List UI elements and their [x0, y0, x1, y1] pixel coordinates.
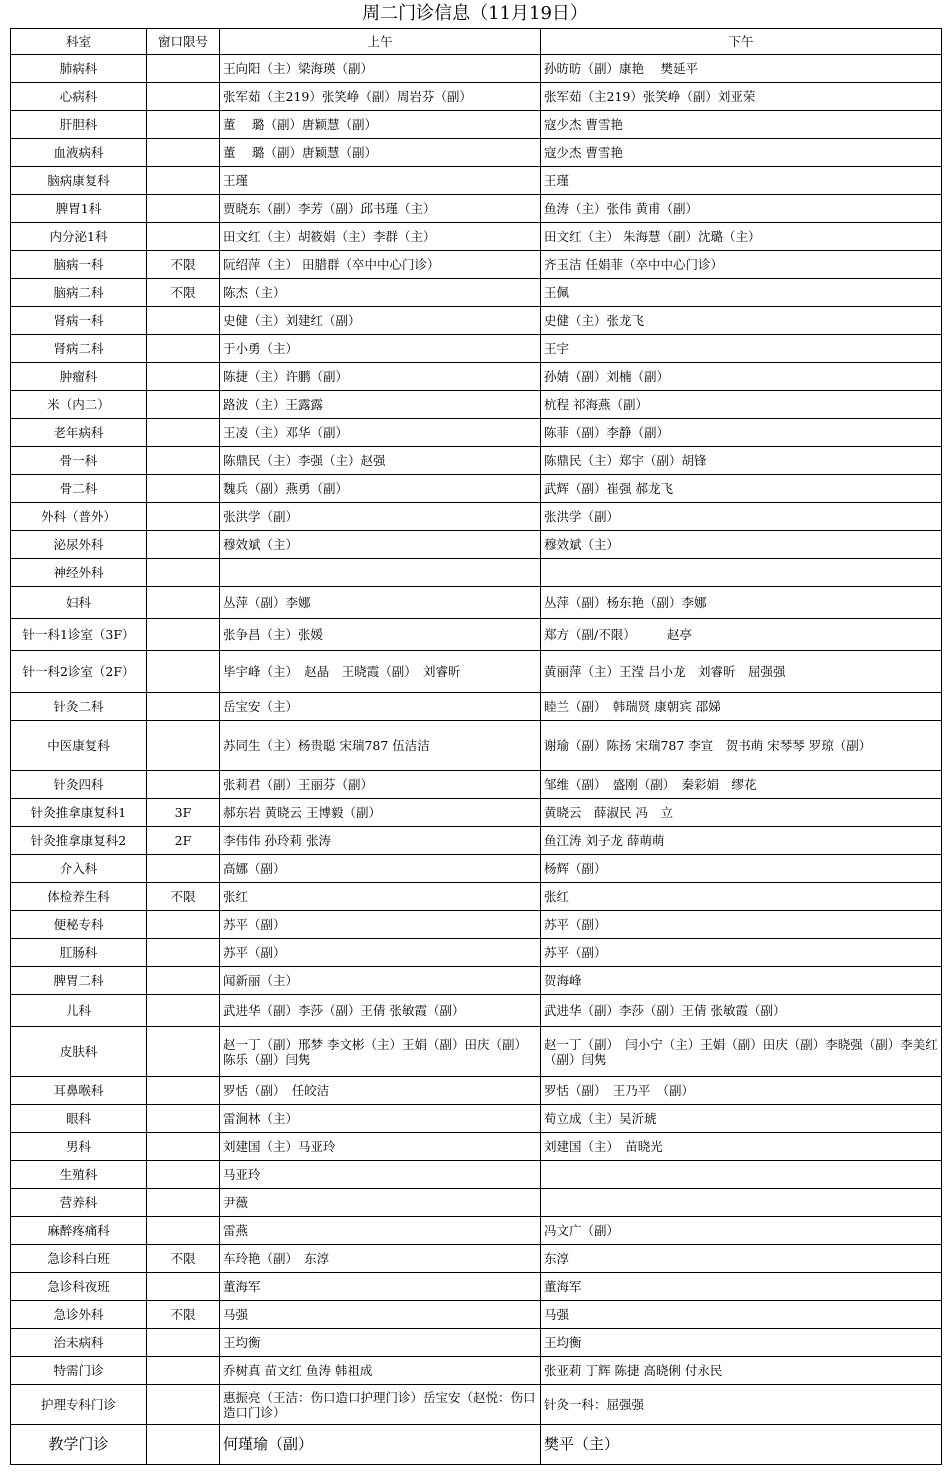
window-limit-cell	[147, 939, 220, 967]
morning-cell: 路波（主）王露露	[220, 391, 541, 419]
window-limit-cell	[147, 995, 220, 1027]
table-row	[11, 827, 942, 855]
window-limit-cell	[147, 363, 220, 391]
morning-cell: 阮绍萍（主） 田腊群（卒中中心门诊）	[220, 251, 541, 279]
morning-cell: 于小勇（主）	[220, 335, 541, 363]
dept-cell: 儿科	[11, 995, 147, 1027]
afternoon-cell: 贺海峰	[541, 967, 942, 995]
afternoon-cell: 董海军	[541, 1273, 942, 1301]
window-limit-cell	[147, 1329, 220, 1357]
window-limit-cell	[147, 1425, 220, 1465]
dept-cell: 肿瘤科	[11, 363, 147, 391]
window-limit-cell	[147, 771, 220, 799]
dept-cell: 心病科	[11, 83, 147, 111]
afternoon-cell: 张亚莉 丁辉 陈捷 高晓俐 付永民	[541, 1357, 942, 1385]
morning-cell: 史健（主）刘建红（副）	[220, 307, 541, 335]
table-row	[11, 1217, 942, 1245]
dept-cell: 肛肠科	[11, 939, 147, 967]
dept-cell: 针一科1诊室（3F）	[11, 619, 147, 651]
afternoon-cell: 苏平（副）	[541, 911, 942, 939]
table-row	[11, 855, 942, 883]
morning-cell	[220, 559, 541, 587]
dept-cell: 中医康复科	[11, 721, 147, 771]
table-row	[11, 1357, 942, 1385]
afternoon-cell: 鱼江涛 刘子龙 薛萌萌	[541, 827, 942, 855]
table-row	[11, 1329, 942, 1357]
table-row	[11, 1161, 942, 1189]
table-row	[11, 883, 942, 911]
dept-cell: 脑病康复科	[11, 167, 147, 195]
table-row	[11, 83, 942, 111]
afternoon-cell: 寇少杰 曹雪艳	[541, 111, 942, 139]
window-limit-cell	[147, 335, 220, 363]
window-limit-cell: 不限	[147, 883, 220, 911]
morning-cell: 闻新丽（主）	[220, 967, 541, 995]
dept-cell: 血液病科	[11, 139, 147, 167]
table-row	[11, 1027, 942, 1077]
morning-cell: 董 璐（副）唐颖慧（副）	[220, 111, 541, 139]
table-row	[11, 721, 942, 771]
table-row	[11, 1301, 942, 1329]
table-row	[11, 939, 942, 967]
morning-cell: 郝东岩 黄晓云 王博毅（副）	[220, 799, 541, 827]
table-row	[11, 447, 942, 475]
dept-cell: 便秘专科	[11, 911, 147, 939]
afternoon-cell: 杭程 祁海燕（副）	[541, 391, 942, 419]
dept-cell: 米（内二）	[11, 391, 147, 419]
dept-cell: 肺病科	[11, 55, 147, 83]
window-limit-cell	[147, 83, 220, 111]
morning-cell: 刘建国（主）马亚玲	[220, 1133, 541, 1161]
dept-cell: 外科（普外）	[11, 503, 147, 531]
afternoon-cell: 张红	[541, 883, 942, 911]
dept-cell: 针灸二科	[11, 693, 147, 721]
table-row	[11, 1273, 942, 1301]
table-row	[11, 279, 942, 307]
afternoon-cell: 刘建国（主） 苗晓光	[541, 1133, 942, 1161]
table-row	[11, 139, 942, 167]
table-row	[11, 195, 942, 223]
afternoon-cell: 针灸一科：屈强强	[541, 1385, 942, 1425]
window-limit-cell	[147, 1385, 220, 1425]
table-row	[11, 111, 942, 139]
afternoon-cell: 武辉（副）崔强 郝龙飞	[541, 475, 942, 503]
table-row	[11, 55, 942, 83]
morning-cell: 王凌（主）邓华（副）	[220, 419, 541, 447]
window-limit-cell: 不限	[147, 1245, 220, 1273]
window-limit-cell	[147, 1077, 220, 1105]
morning-cell: 李伟伟 孙玲莉 张涛	[220, 827, 541, 855]
table-row	[11, 223, 942, 251]
window-limit-cell	[147, 1217, 220, 1245]
dept-cell: 麻醉疼痛科	[11, 1217, 147, 1245]
morning-cell: 高娜（副）	[220, 855, 541, 883]
dept-cell: 骨一科	[11, 447, 147, 475]
window-limit-cell	[147, 307, 220, 335]
table-row	[11, 693, 942, 721]
dept-cell: 针灸推拿康复科1	[11, 799, 147, 827]
window-limit-cell	[147, 195, 220, 223]
window-limit-cell	[147, 55, 220, 83]
table-row	[11, 1133, 942, 1161]
table-row	[11, 307, 942, 335]
afternoon-cell: 谢瑜（副）陈扬 宋瑞787 李宣 贺书萌 宋琴琴 罗琼（副）	[541, 721, 942, 771]
dept-cell: 体检养生科	[11, 883, 147, 911]
dept-cell: 护理专科门诊	[11, 1385, 147, 1425]
dept-cell: 特需门诊	[11, 1357, 147, 1385]
table-row	[11, 1425, 942, 1465]
afternoon-cell: 王均衡	[541, 1329, 942, 1357]
table-row	[11, 587, 942, 619]
afternoon-cell: 张洪学（副）	[541, 503, 942, 531]
afternoon-cell: 罗恬（副） 王乃平 （副）	[541, 1077, 942, 1105]
afternoon-cell: 冯文广（副）	[541, 1217, 942, 1245]
afternoon-cell: 黄丽萍（主）王滢 吕小龙 刘睿昕 屈强强	[541, 651, 942, 693]
afternoon-cell: 杨辉（副）	[541, 855, 942, 883]
dept-cell: 生殖科	[11, 1161, 147, 1189]
schedule-table	[10, 28, 942, 1465]
morning-cell: 马强	[220, 1301, 541, 1329]
table-row	[11, 651, 942, 693]
afternoon-cell	[541, 1189, 942, 1217]
window-limit-cell	[147, 1027, 220, 1077]
afternoon-cell: 黄晓云 薛淑民 冯 立	[541, 799, 942, 827]
window-limit-cell: 3F	[147, 799, 220, 827]
window-limit-cell	[147, 1357, 220, 1385]
morning-cell: 穆效斌（主）	[220, 531, 541, 559]
afternoon-cell: 邹维（副） 盛刚（副） 秦彩娟 缪花	[541, 771, 942, 799]
morning-cell: 张洪学（副）	[220, 503, 541, 531]
window-limit-cell	[147, 1105, 220, 1133]
table-row	[11, 1077, 942, 1105]
window-limit-cell: 2F	[147, 827, 220, 855]
afternoon-cell: 王瑾	[541, 167, 942, 195]
window-limit-cell	[147, 167, 220, 195]
dept-cell: 泌尿外科	[11, 531, 147, 559]
afternoon-cell: 史健（主）张龙飞	[541, 307, 942, 335]
morning-cell: 张军茹（主219）张笑峥（副）周岩芬（副）	[220, 83, 541, 111]
afternoon-cell: 马强	[541, 1301, 942, 1329]
afternoon-cell: 郑方（副/不限） 赵亭	[541, 619, 942, 651]
afternoon-cell: 张军茹（主219）张笑峥（副）刘亚荣	[541, 83, 942, 111]
afternoon-cell	[541, 1161, 942, 1189]
dept-cell: 老年病科	[11, 419, 147, 447]
window-limit-cell	[147, 855, 220, 883]
morning-cell: 张莉君（副）王丽芬（副）	[220, 771, 541, 799]
table-row	[11, 251, 942, 279]
morning-cell: 王向阳（主）梁海瑛（副）	[220, 55, 541, 83]
window-limit-cell	[147, 967, 220, 995]
table-row	[11, 419, 942, 447]
afternoon-cell: 苏平（副）	[541, 939, 942, 967]
morning-cell: 董 璐（副）唐颖慧（副）	[220, 139, 541, 167]
header-window-limit: 窗口限号	[147, 29, 220, 55]
table-row	[11, 503, 942, 531]
table-row	[11, 335, 942, 363]
window-limit-cell	[147, 619, 220, 651]
table-row	[11, 771, 942, 799]
morning-cell: 车玲艳（副） 东淳	[220, 1245, 541, 1273]
dept-cell: 肾病一科	[11, 307, 147, 335]
afternoon-cell: 睦兰（副） 韩瑞贤 康朝宾 邵娣	[541, 693, 942, 721]
morning-cell: 苏同生（主）杨贵聪 宋瑞787 伍洁洁	[220, 721, 541, 771]
window-limit-cell	[147, 559, 220, 587]
window-limit-cell	[147, 139, 220, 167]
morning-cell: 何瑾瑜（副）	[220, 1425, 541, 1465]
morning-cell: 苏平（副）	[220, 911, 541, 939]
table-row	[11, 1189, 942, 1217]
morning-cell: 乔树真 苗文红 鱼涛 韩祖成	[220, 1357, 541, 1385]
dept-cell: 男科	[11, 1133, 147, 1161]
dept-cell: 耳鼻喉科	[11, 1077, 147, 1105]
dept-cell: 肾病二科	[11, 335, 147, 363]
afternoon-cell: 穆效斌（主）	[541, 531, 942, 559]
page-title: 周二门诊信息（11月19日）	[362, 3, 588, 24]
afternoon-cell: 齐玉洁 任娟菲（卒中中心门诊）	[541, 251, 942, 279]
dept-cell: 神经外科	[11, 559, 147, 587]
dept-cell: 眼科	[11, 1105, 147, 1133]
morning-cell: 尹薇	[220, 1189, 541, 1217]
dept-cell: 针灸推拿康复科2	[11, 827, 147, 855]
table-row	[11, 167, 942, 195]
afternoon-cell: 荀立成（主）吴沂琥	[541, 1105, 942, 1133]
dept-cell: 脑病二科	[11, 279, 147, 307]
window-limit-cell	[147, 587, 220, 619]
afternoon-cell: 东淳	[541, 1245, 942, 1273]
table-row	[11, 363, 942, 391]
morning-cell: 雷涧林（主）	[220, 1105, 541, 1133]
morning-cell: 岳宝安（主）	[220, 693, 541, 721]
morning-cell: 张争昌（主）张媛	[220, 619, 541, 651]
table-row	[11, 1245, 942, 1273]
afternoon-cell: 丛萍（副）杨东艳（副）李娜	[541, 587, 942, 619]
header-afternoon: 下午	[541, 29, 942, 55]
schedule-body	[11, 55, 942, 1465]
window-limit-cell	[147, 721, 220, 771]
table-row	[11, 559, 942, 587]
morning-cell: 陈杰（主）	[220, 279, 541, 307]
afternoon-cell: 武进华（副）李莎（副）王倩 张敏霞（副）	[541, 995, 942, 1027]
morning-cell: 毕宇峰（主） 赵晶 王晓霞（副） 刘睿昕	[220, 651, 541, 693]
window-limit-cell: 不限	[147, 251, 220, 279]
afternoon-cell: 鱼涛（主）张伟 黄甫（副）	[541, 195, 942, 223]
dept-cell: 介入科	[11, 855, 147, 883]
afternoon-cell: 赵一丁（副） 闫小宁（主）王娟（副）田庆（副）李晓强（副）李美红（副）闫隽	[541, 1027, 942, 1077]
morning-cell: 田文红（主）胡筱娟（主）李群（主）	[220, 223, 541, 251]
dept-cell: 皮肤科	[11, 1027, 147, 1077]
morning-cell: 王瑾	[220, 167, 541, 195]
table-row	[11, 619, 942, 651]
window-limit-cell	[147, 223, 220, 251]
morning-cell: 武进华（副）李莎（副）王倩 张敏霞（副）	[220, 995, 541, 1027]
window-limit-cell	[147, 1133, 220, 1161]
dept-cell: 营养科	[11, 1189, 147, 1217]
window-limit-cell	[147, 475, 220, 503]
dept-cell: 脾胃1科	[11, 195, 147, 223]
dept-cell: 急诊科白班	[11, 1245, 147, 1273]
window-limit-cell: 不限	[147, 1301, 220, 1329]
header-morning: 上午	[220, 29, 541, 55]
dept-cell: 脾胃二科	[11, 967, 147, 995]
afternoon-cell: 陈鼎民（主）郑宇（副）胡锋	[541, 447, 942, 475]
dept-cell: 内分泌1科	[11, 223, 147, 251]
morning-cell: 苏平（副）	[220, 939, 541, 967]
morning-cell: 陈鼎民（主）李强（主）赵强	[220, 447, 541, 475]
afternoon-cell: 陈菲（副）李静（副）	[541, 419, 942, 447]
dept-cell: 妇科	[11, 587, 147, 619]
window-limit-cell: 不限	[147, 279, 220, 307]
window-limit-cell	[147, 693, 220, 721]
morning-cell: 雷燕	[220, 1217, 541, 1245]
header-dept: 科室	[11, 29, 147, 55]
morning-cell: 陈捷（主）许鹏（副）	[220, 363, 541, 391]
table-row	[11, 799, 942, 827]
morning-cell: 赵一丁（副）邢梦 李文彬（主）王娟（副）田庆（副）陈乐（副）闫隽	[220, 1027, 541, 1077]
afternoon-cell: 王佩	[541, 279, 942, 307]
dept-cell: 肝胆科	[11, 111, 147, 139]
window-limit-cell	[147, 1273, 220, 1301]
morning-cell: 贾晓东（副）李芳（副）邱书瑾（主）	[220, 195, 541, 223]
window-limit-cell	[147, 111, 220, 139]
window-limit-cell	[147, 651, 220, 693]
dept-cell: 骨二科	[11, 475, 147, 503]
morning-cell: 惠振亮（王洁：伤口造口护理门诊）岳宝安（赵悦：伤口造口门诊）	[220, 1385, 541, 1425]
morning-cell: 马亚玲	[220, 1161, 541, 1189]
window-limit-cell	[147, 911, 220, 939]
afternoon-cell: 孙昉昉（副）康艳 樊延平	[541, 55, 942, 83]
dept-cell: 急诊外科	[11, 1301, 147, 1329]
morning-cell: 魏兵（副）燕勇（副）	[220, 475, 541, 503]
table-row	[11, 967, 942, 995]
table-row	[11, 911, 942, 939]
afternoon-cell: 樊平（主）	[541, 1425, 942, 1465]
dept-cell: 针一科2诊室（2F）	[11, 651, 147, 693]
table-row	[11, 475, 942, 503]
table-row	[11, 1385, 942, 1425]
afternoon-cell: 王宇	[541, 335, 942, 363]
window-limit-cell	[147, 531, 220, 559]
afternoon-cell	[541, 559, 942, 587]
morning-cell: 王均衡	[220, 1329, 541, 1357]
window-limit-cell	[147, 419, 220, 447]
dept-cell: 治未病科	[11, 1329, 147, 1357]
afternoon-cell: 田文红（主） 朱海慧（副）沈璐（主）	[541, 223, 942, 251]
window-limit-cell	[147, 503, 220, 531]
window-limit-cell	[147, 447, 220, 475]
morning-cell: 丛萍（副）李娜	[220, 587, 541, 619]
window-limit-cell	[147, 391, 220, 419]
afternoon-cell: 寇少杰 曹雪艳	[541, 139, 942, 167]
table-row	[11, 995, 942, 1027]
dept-cell: 针灸四科	[11, 771, 147, 799]
morning-cell: 张红	[220, 883, 541, 911]
dept-cell: 脑病一科	[11, 251, 147, 279]
morning-cell: 罗恬（副） 任皎洁	[220, 1077, 541, 1105]
header-row	[11, 29, 942, 55]
table-row	[11, 1105, 942, 1133]
window-limit-cell	[147, 1161, 220, 1189]
dept-cell: 急诊科夜班	[11, 1273, 147, 1301]
dept-cell: 教学门诊	[11, 1425, 147, 1465]
table-row	[11, 531, 942, 559]
afternoon-cell: 孙婧（副）刘楠（副）	[541, 363, 942, 391]
morning-cell: 董海军	[220, 1273, 541, 1301]
table-row	[11, 391, 942, 419]
window-limit-cell	[147, 1189, 220, 1217]
